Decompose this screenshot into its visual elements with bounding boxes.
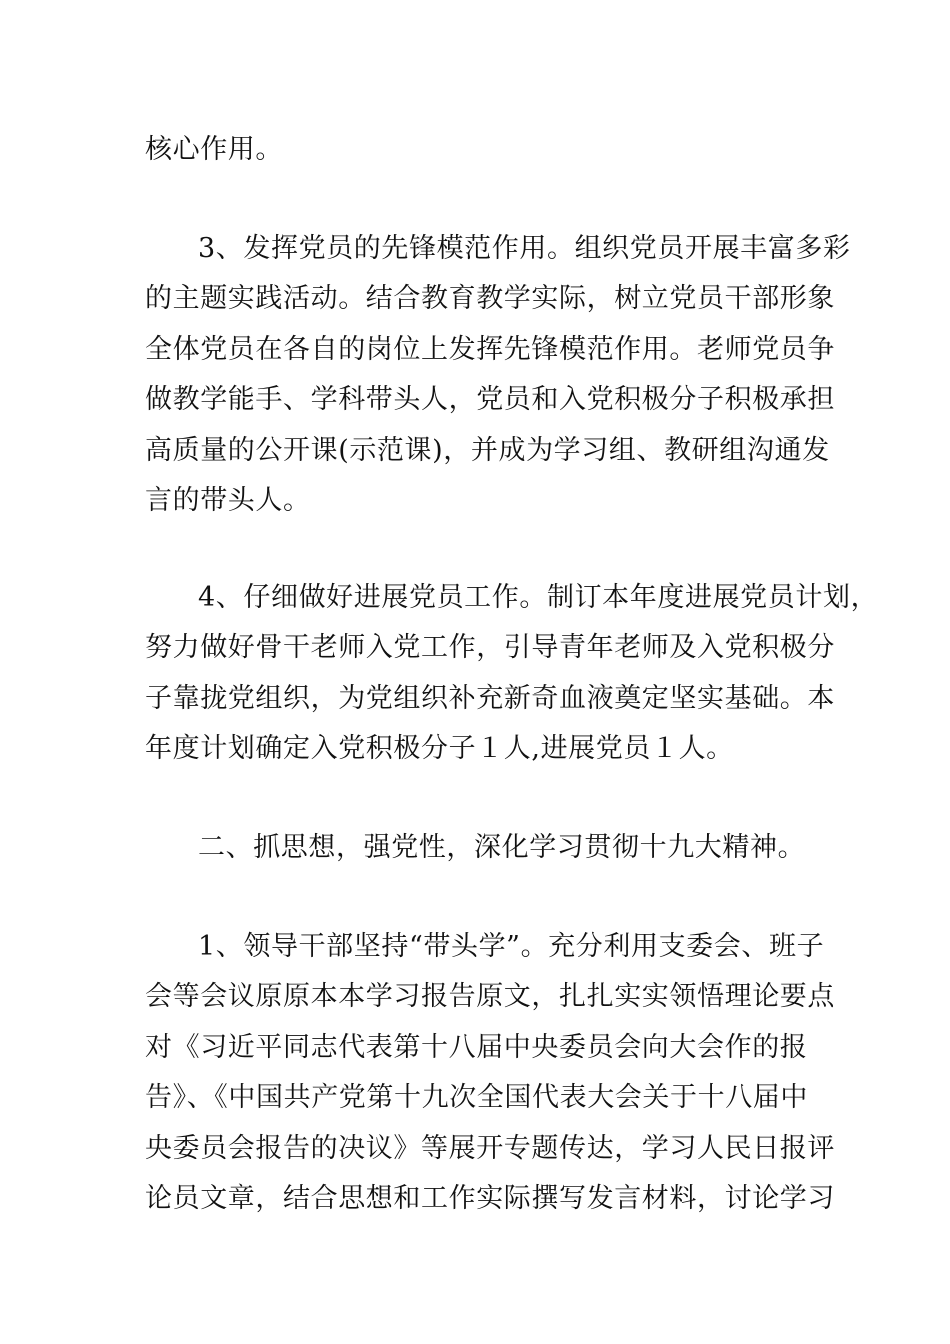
text-line: 子靠拢党组织，为党组织补充新奇血液奠定坚实基础。本 [145,683,835,714]
paragraph-heading: 4、仔细做好进展党员工作。制订本年度进展党员计划， [198,582,879,613]
text-line: 高质量的公开课(示范课)，并成为学习组、教研组沟通发 [145,435,830,466]
text-line: 年度计划确定入党积极分子１人,进展党员１人。 [145,733,734,764]
text-line: 言的带头人。 [145,485,311,516]
text-line: 告》、《中国共产党第十九次全国代表大会关于十八届中 [145,1082,808,1113]
text-line: 会等会议原原本本学习报告原文，扎扎实实领悟理论要点 [145,981,835,1012]
paragraph-heading: 3、发挥党员的先锋模范作用。组织党员开展丰富多彩 [198,233,851,264]
text-line: 努力做好骨干老师入党工作，引导青年老师及入党积极分 [145,632,835,663]
section-heading: 二、抓思想，强党性，深化学习贯彻十九大精神。 [198,832,806,863]
text-line: 论员文章，结合思想和工作实际撰写发言材料，讨论学习 [145,1183,835,1214]
text-line: 央委员会报告的决议》等展开专题传达，学习人民日报评 [145,1133,835,1164]
text-line: 做教学能手、学科带头人，党员和入党积极分子积极承担 [145,384,835,415]
text-line: 对《习近平同志代表第十八届中央委员会向大会作的报 [145,1032,808,1063]
paragraph-heading: 1、领导干部坚持“带头学”。充分利用支委会、班子 [198,931,825,962]
text-line: 核心作用。 [145,134,283,165]
text-line: 的主题实践活动。结合教育教学实际，树立党员干部形象 [145,283,835,314]
text-line: 全体党员在各自的岗位上发挥先锋模范作用。老师党员争 [145,334,835,365]
